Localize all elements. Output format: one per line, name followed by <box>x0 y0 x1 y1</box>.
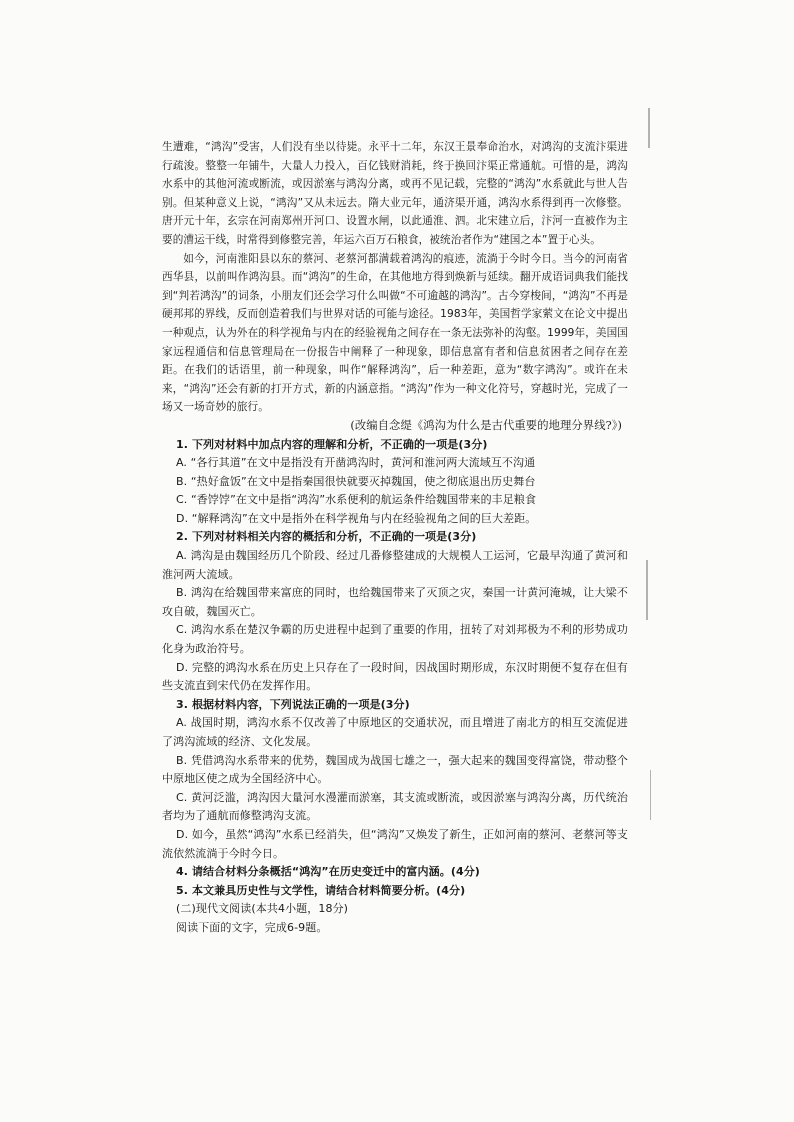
option-b: B. 凭借鸿沟水系带来的优势，魏国成为战国七雄之一，强大起来的魏国变得富饶，带动整个中原地区使之成为全国经济中心。 <box>162 753 628 786</box>
option-a: A. 鸿沟是由魏国经历几个阶段、经过几番修整建成的大规模人工运河，它最早沟通了黄河和淮河两大流域。 <box>162 549 628 581</box>
question-2 <box>162 528 628 695</box>
option-c: C. 黄河泛滥，鸿沟因大量河水漫灌而淤塞，其支流或断流，或因淤塞与鸿沟分离，历代统治者均为了通航而修整鸿沟支流。 <box>162 790 628 823</box>
scan-mark <box>646 560 648 620</box>
scan-mark <box>650 770 651 820</box>
question-4 <box>162 863 628 882</box>
passage-paragraph: 如今，河南淮阳县以东的蔡河、老蔡河都满载着鸿沟的痕迹，流淌于今时今日。当今的河南省西华县，以前叫作鸿沟县。而“鸿沟”的生命，在其他地方得到焕新与延续。翻开成语词典我们能找到“判若鸿沟”的词条，小朋友们还会学习什么叫做“不可逾越的鸿沟”。古今穿梭间，“鸿沟”不再是硬邦邦的界线，反而创造着我们与世界对话的可能与途径。1983年，美国哲学家萦文在论文中提出一种观点，认为外在的科学视角与内在的经验视角之间存在一条无法弥补的沟壑。1999年，美国国家远程通信和信息管理局在一份报告中阐释了一种现象，即信息富有者和信息贫困者之间存在差距。在我们的话语里，前一种现象，叫作“解释鸿沟”，后一种差距，意为“数字鸿沟”。或许在未来，“鸿沟”还会有新的打开方式，新的内涵意指。“鸿沟”作为一种文化符号，穿越时光，完成了一场又一场奇妙的旅行。 <box>162 252 628 414</box>
question-title: 1. 下列对材料中加点内容的理解和分析，不正确的一项是(3分) <box>176 437 488 451</box>
option-c: C. “香饽饽”在文中是指“鸿沟”水系便利的航运条件给魏国带来的丰足粮食 <box>176 493 537 507</box>
option-c: C. 鸿沟水系在楚汉争霸的历史进程中起到了重要的作用，扭转了对刘邦极为不利的形势成功化身为政治符号。 <box>162 623 628 656</box>
scan-mark <box>648 108 650 148</box>
option-d: D. 如今，虽然“鸿沟”水系已经消失，但“鸿沟”又焕发了新生，正如河南的蔡河、老蔡河等支流依然流淌于今时今日。 <box>162 827 628 860</box>
option-b: B. 鸿沟在给魏国带来富庶的同时，也给魏国带来了灭顶之灾，秦国一计黄河淹城，让大梁不攻自破，魏国灭亡。 <box>162 586 628 618</box>
option-d: D. “解释鸿沟”在文中是指外在科学视角与内在经验视角之间的巨大差距。 <box>176 511 537 525</box>
question-title: 4. 请结合材料分条概括“鸿沟”在历史变迁中的富内涵。(4分) <box>176 865 480 879</box>
question-1 <box>162 436 628 529</box>
section-header <box>162 900 628 937</box>
option-d: D. 完整的鸿沟水系在历史上只存在了一段时间，因战国时期形成，东汉时期便不复存在但有些支流直到宋代仍在发挥作用。 <box>162 660 628 693</box>
question-3 <box>162 696 628 863</box>
source-citation: (改编自念缇《鸿沟为什么是古代重要的地理分界线?》) <box>350 418 622 432</box>
section-instruction: 阅读下面的文字，完成6-9题。 <box>176 920 328 934</box>
article-passage <box>162 138 628 417</box>
question-title: 5. 本文兼具历史性与文学性，请结合材料简要分析。(4分) <box>176 883 466 897</box>
option-a: A. 战国时期，鸿沟水系不仅改善了中原地区的交通状况，而且增进了南北方的相互交流促进了鸿沟流域的经济、文化发展。 <box>162 716 628 748</box>
question-title: 2. 下列对材料相关内容的概括和分析，不正确的一项是(3分) <box>176 530 477 544</box>
question-title: 3. 根据材料内容，下列说法正确的一项是(3分) <box>176 697 410 711</box>
section-heading: (二)现代文阅读(本共4小题，18分) <box>176 902 349 916</box>
option-a: A. “各行其道”在文中是指没有开凿鸿沟时，黄河和淮河两大流域互不沟通 <box>176 456 536 470</box>
page-content <box>162 138 628 938</box>
question-5 <box>162 882 628 901</box>
option-b: B. “热好盒饭”在文中是指秦国很快就要灭掉魏国，使之彻底退出历史舞台 <box>176 474 536 488</box>
passage-paragraph: 生遭难，“鸿沟”受害，人们没有坐以待毙。永平十二年，东汉王景奉命治水，对鸿沟的支流汴渠进行疏浚。整整一年铺牛，大量人力投入，百亿钱财消耗，终于换回汴渠正常通航。可惜的是，鸿沟水系中的其他河流或断流，或因淤塞与鸿沟分离，或再不见记载，完整的“鸿沟”水系就此与世人告别。但某种意义上说，“鸿沟”又从未远去。隋大业元年，通济渠开通，鸿沟水系得到再一次修整。唐开元十年，玄宗在河南郑州开河口、设置水闸，以此通淮、泗。北宋建立后，汴河一直被作为主要的漕运干线，时常得到修整完善，年运六百万石粮食，被统治者作为“建国之本”置于心头。 <box>162 141 628 246</box>
